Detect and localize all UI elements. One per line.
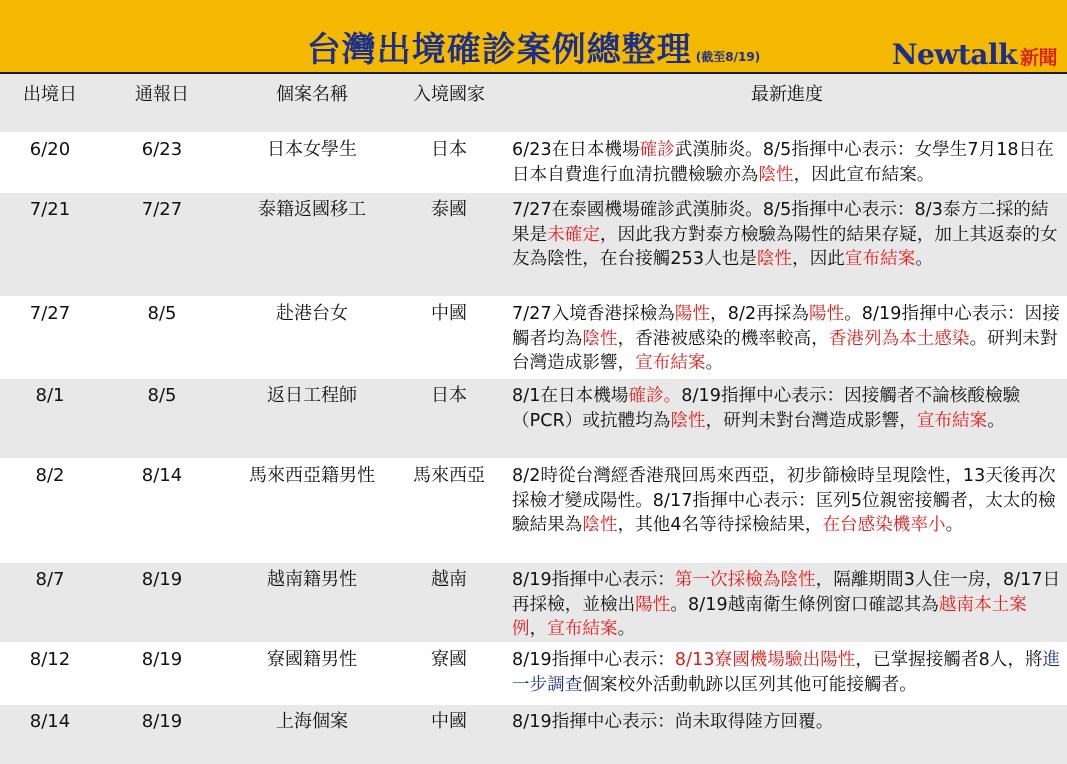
table-row <box>0 378 1067 458</box>
progress-text-segment: ，因此我方對泰方檢驗為陽性的結果存疑，加上其返泰的女友為陰性，在台接觸253人也是 <box>512 224 1058 269</box>
progress-text-segment: 。 <box>915 249 933 269</box>
entry-country-cell: 日本 <box>431 139 467 160</box>
progress-cell <box>512 138 1062 187</box>
case-table-body <box>0 132 1067 764</box>
progress-text-segment: ，其他4名等待採檢結果， <box>617 515 823 535</box>
progress-cell <box>512 568 1062 642</box>
report-date-cell: 8/5 <box>147 385 177 406</box>
progress-text-segment: 8/1在日本機場 <box>512 386 629 406</box>
entry-country-cell: 日本 <box>431 385 467 406</box>
report-date-cell: 8/5 <box>147 303 177 324</box>
header-latest-progress: 最新進度 <box>751 84 823 105</box>
title-banner <box>0 0 1067 74</box>
case-name-cell: 寮國籍男性 <box>267 649 357 670</box>
table-header <box>0 74 1067 132</box>
progress-text-segment: 8/19指揮中心表示：尚未取得陸方回覆。 <box>512 712 834 732</box>
depart-date-cell: 6/20 <box>29 139 71 160</box>
progress-text-segment: 陰性 <box>670 410 706 431</box>
progress-text-segment: 陽性 <box>635 594 671 615</box>
progress-text-segment: 。 <box>987 410 1005 431</box>
report-date-cell: 8/19 <box>141 649 183 670</box>
progress-text-segment: 越南本土案例 <box>512 594 1027 639</box>
progress-cell <box>512 302 1062 376</box>
progress-cell <box>512 710 1062 735</box>
progress-text-segment: 陰性 <box>758 164 794 185</box>
depart-date-cell: 8/1 <box>35 385 65 406</box>
case-name-cell: 赴港台女 <box>276 303 348 324</box>
progress-text-segment: 陰性 <box>756 249 793 269</box>
progress-cell <box>512 648 1062 697</box>
progress-text-segment: ， <box>529 619 548 639</box>
logo-text: Newtalk <box>891 38 1017 71</box>
table-row <box>0 704 1067 764</box>
progress-text-segment: 宣布結案 <box>635 353 706 373</box>
progress-text-segment: 6/23在日本機場 <box>512 140 640 160</box>
report-date-cell: 7/27 <box>141 199 183 220</box>
depart-date-cell: 8/7 <box>35 569 65 590</box>
progress-text-segment: 未確定 <box>547 224 601 245</box>
progress-text-segment: 宣布結案 <box>916 410 988 431</box>
case-name-cell: 返日工程師 <box>267 385 357 406</box>
progress-text-segment: 確診 <box>639 140 675 160</box>
newtalk-logo <box>892 38 1057 71</box>
table-row <box>0 192 1067 296</box>
header-case-name: 個案名稱 <box>276 84 348 105</box>
progress-text-segment: 進一步調查 <box>512 650 1061 695</box>
progress-text-segment: ，因此宣布結案。 <box>793 164 935 185</box>
title-text: 台灣出境確診案例總整理 <box>306 30 692 70</box>
progress-text-segment: 武漢肺炎。8/5指揮中心表示：女學生7月18日在日本自費進行血清抗體檢驗亦為 <box>512 140 1054 185</box>
report-date-cell: 8/14 <box>141 465 183 486</box>
progress-text-segment: 8/19指揮中心表示： <box>512 650 675 670</box>
progress-text-segment: 。 <box>617 619 636 639</box>
report-date-cell: 8/19 <box>141 711 183 732</box>
progress-text-segment: ，香港被感染的機率較高， <box>617 328 829 349</box>
progress-text-segment: 8/19指揮中心表示： <box>512 570 675 590</box>
depart-date-cell: 8/12 <box>29 649 71 670</box>
depart-date-cell: 8/14 <box>29 711 71 732</box>
case-name-cell: 馬來西亞籍男性 <box>249 465 375 486</box>
progress-text-segment: 。8/19指揮中心表示：因接觸者均為 <box>512 304 1060 349</box>
progress-text-segment: 8/2時從台灣經香港飛回馬來西亞，初步篩檢時呈現陰性，13天後再次採檢才變成陽性。8/17指揮中心表示：匡列5位親密接觸者，太太的檢驗結果為 <box>512 466 1056 535</box>
progress-text-segment: 。8/19越南衛生條例窗口確認其為 <box>670 594 939 615</box>
depart-date-cell: 7/21 <box>29 199 71 220</box>
progress-text-segment: 。 <box>705 353 724 373</box>
progress-text-segment: 在台感染機率小 <box>822 515 946 535</box>
progress-text-segment: ，8/2再採為 <box>710 304 809 324</box>
progress-text-segment: 香港列為本土感染 <box>828 328 970 349</box>
entry-country-cell: 越南 <box>431 569 467 590</box>
progress-text-segment: 個案校外活動軌跡以匡列其他可能接觸者。 <box>582 674 917 695</box>
case-name-cell: 上海個案 <box>276 711 348 732</box>
progress-text-segment: 第一次採檢為陰性 <box>674 570 816 590</box>
progress-text-segment: 8/19指揮中心表示：因接觸者不論核酸檢驗（PCR）或抗體均為 <box>512 386 1021 431</box>
progress-cell <box>512 384 1062 433</box>
header-depart-date: 出境日 <box>23 84 77 105</box>
entry-country-cell: 寮國 <box>431 649 467 670</box>
case-name-cell: 越南籍男性 <box>267 569 357 590</box>
progress-text-segment: 宣布結案 <box>844 249 916 269</box>
progress-text-segment: 陽性 <box>674 304 711 324</box>
depart-date-cell: 7/27 <box>29 303 71 324</box>
table-row <box>0 642 1067 704</box>
case-name-cell: 泰籍返國移工 <box>258 199 366 220</box>
entry-country-cell: 中國 <box>431 303 467 324</box>
entry-country-cell: 馬來西亞 <box>413 465 485 486</box>
entry-country-cell: 中國 <box>431 711 467 732</box>
progress-text-segment: ，隔離期間3人住一房，8/17日再採檢，並檢出 <box>512 570 1061 615</box>
progress-text-segment: 確診。 <box>628 386 682 406</box>
progress-text-segment: 7/27在泰國機場確診武漢肺炎。8/5指揮中心表示：8/3泰方二採的結果是 <box>512 200 1049 245</box>
entry-country-cell: 泰國 <box>431 199 467 220</box>
progress-text-segment: ，研判未對台灣造成影響， <box>705 410 917 431</box>
progress-text-segment: 宣布結案 <box>547 619 618 639</box>
progress-text-segment: 陽性 <box>808 304 845 324</box>
table-row <box>0 296 1067 378</box>
progress-text-segment: 7/27入境香港採檢為 <box>512 304 675 324</box>
table-row <box>0 132 1067 192</box>
report-date-cell: 8/19 <box>141 569 183 590</box>
progress-text-segment: ，因此 <box>792 249 845 269</box>
report-date-cell: 6/23 <box>141 139 183 160</box>
as-of-date: (截至8/19) <box>695 50 761 64</box>
progress-cell <box>512 464 1062 538</box>
header-report-date: 通報日 <box>135 84 189 105</box>
header-entry-country: 入境國家 <box>413 84 485 105</box>
case-name-cell: 日本女學生 <box>267 139 357 160</box>
progress-text-segment: 8/13寮國機場驗出陽性 <box>674 650 856 670</box>
table-row <box>0 562 1067 642</box>
progress-text-segment: 。 <box>945 515 964 535</box>
depart-date-cell: 8/2 <box>35 465 65 486</box>
progress-text-segment: 陰性 <box>582 328 618 349</box>
table-row <box>0 458 1067 562</box>
progress-cell <box>512 198 1062 272</box>
progress-text-segment: ，已掌握接觸者8人，將 <box>855 650 1043 670</box>
progress-text-segment: 陰性 <box>582 515 618 535</box>
progress-text-segment: 。研判未對台灣造成影響， <box>512 328 1058 373</box>
logo-sub-text: 新聞 <box>1019 47 1057 69</box>
